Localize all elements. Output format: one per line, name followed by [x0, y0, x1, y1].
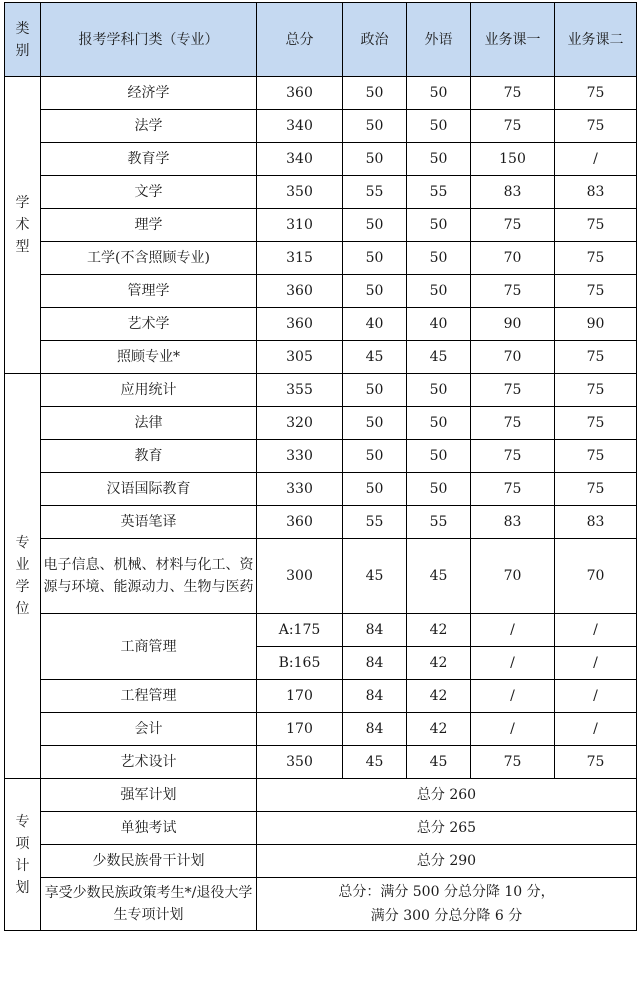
- politics-cell: 45: [343, 341, 407, 374]
- course1-cell: /: [471, 680, 555, 713]
- category-academic: [5, 77, 41, 374]
- category-char: 术: [15, 217, 30, 233]
- category-special: [5, 779, 41, 931]
- politics-cell: 50: [343, 473, 407, 506]
- header-subject: 报考学科门类（专业）: [41, 3, 257, 77]
- foreign-cell: 50: [407, 374, 471, 407]
- table-row: [5, 275, 637, 308]
- note-cell: 总分 265: [257, 812, 637, 845]
- course2-cell: /: [555, 647, 637, 680]
- header-course1: 业务课一: [471, 3, 555, 77]
- foreign-cell: 55: [407, 506, 471, 539]
- header-category-char-1: 类: [15, 20, 30, 37]
- note-line: 满分 300 分总分降 6 分: [370, 908, 523, 924]
- total-cell: B:165: [257, 647, 343, 680]
- subject-cell: 法律: [41, 407, 257, 440]
- course2-cell: 70: [555, 539, 637, 614]
- table-row: [5, 407, 637, 440]
- foreign-cell: 40: [407, 308, 471, 341]
- politics-cell: 50: [343, 209, 407, 242]
- subject-cell: 少数民族骨干计划: [41, 845, 257, 878]
- total-cell: 360: [257, 275, 343, 308]
- politics-cell: 55: [343, 506, 407, 539]
- header-category-char-2: 别: [15, 42, 30, 59]
- table-row: [5, 539, 637, 614]
- course2-cell: /: [555, 680, 637, 713]
- course1-cell: 75: [471, 440, 555, 473]
- total-cell: 340: [257, 143, 343, 176]
- politics-cell: 50: [343, 77, 407, 110]
- politics-cell: 50: [343, 374, 407, 407]
- subject-cell: 管理学: [41, 275, 257, 308]
- foreign-cell: 55: [407, 176, 471, 209]
- header-course2: 业务课二: [555, 3, 637, 77]
- politics-cell: 84: [343, 713, 407, 746]
- note-cell: [257, 878, 637, 931]
- foreign-cell: 50: [407, 242, 471, 275]
- table-row: [5, 110, 637, 143]
- subject-cell: 英语笔译: [41, 506, 257, 539]
- subject-cell: 经济学: [41, 77, 257, 110]
- category-char: 划: [15, 879, 30, 896]
- course2-cell: /: [555, 614, 637, 647]
- course1-cell: /: [471, 614, 555, 647]
- table-row: [5, 779, 637, 812]
- total-cell: 310: [257, 209, 343, 242]
- foreign-cell: 42: [407, 647, 471, 680]
- table-row: [5, 812, 637, 845]
- course2-cell: 75: [555, 209, 637, 242]
- course2-cell: 83: [555, 176, 637, 209]
- course1-cell: 70: [471, 341, 555, 374]
- course2-cell: 75: [555, 746, 637, 779]
- table-row: [5, 680, 637, 713]
- total-cell: 170: [257, 713, 343, 746]
- course2-cell: /: [555, 713, 637, 746]
- politics-cell: 45: [343, 746, 407, 779]
- course1-cell: /: [471, 713, 555, 746]
- table-row: [5, 473, 637, 506]
- total-cell: 350: [257, 746, 343, 779]
- foreign-cell: 45: [407, 341, 471, 374]
- course1-cell: 75: [471, 77, 555, 110]
- subject-cell: 应用统计: [41, 374, 257, 407]
- category-char: 项: [15, 835, 30, 852]
- subject-cell: 理学: [41, 209, 257, 242]
- subject-cell: 艺术设计: [41, 746, 257, 779]
- table-row: [5, 341, 637, 374]
- table-row: [5, 845, 637, 878]
- course1-cell: 70: [471, 242, 555, 275]
- course2-cell: 75: [555, 242, 637, 275]
- total-cell: 315: [257, 242, 343, 275]
- category-char: 学: [15, 579, 30, 595]
- course1-cell: 75: [471, 473, 555, 506]
- total-cell: 330: [257, 440, 343, 473]
- category-char: 型: [15, 239, 30, 255]
- subject-cell: 教育学: [41, 143, 257, 176]
- total-cell: 305: [257, 341, 343, 374]
- course2-cell: 75: [555, 110, 637, 143]
- note-cell: 总分 260: [257, 779, 637, 812]
- foreign-cell: 50: [407, 473, 471, 506]
- table-row: [5, 209, 637, 242]
- politics-cell: 84: [343, 647, 407, 680]
- politics-cell: 50: [343, 110, 407, 143]
- table-row: [5, 143, 637, 176]
- course2-cell: /: [555, 143, 637, 176]
- table-row: [5, 308, 637, 341]
- total-cell: 300: [257, 539, 343, 614]
- category-char: 位: [15, 601, 30, 617]
- subject-cell: 汉语国际教育: [41, 473, 257, 506]
- subject-cell: 艺术学: [41, 308, 257, 341]
- foreign-cell: 42: [407, 680, 471, 713]
- foreign-cell: 50: [407, 440, 471, 473]
- course1-cell: 83: [471, 506, 555, 539]
- foreign-cell: 50: [407, 209, 471, 242]
- table-header-row: [5, 3, 637, 77]
- total-cell: 350: [257, 176, 343, 209]
- subject-cell: 教育: [41, 440, 257, 473]
- table-row: [5, 614, 637, 647]
- foreign-cell: 42: [407, 713, 471, 746]
- politics-cell: 84: [343, 680, 407, 713]
- category-char: 专: [15, 535, 30, 551]
- category-char: 业: [15, 557, 30, 573]
- course2-cell: 83: [555, 506, 637, 539]
- course2-cell: 90: [555, 308, 637, 341]
- course1-cell: 75: [471, 407, 555, 440]
- header-category: [5, 3, 41, 77]
- subject-cell: 单独考试: [41, 812, 257, 845]
- category-char: 学: [15, 195, 30, 211]
- total-cell: 170: [257, 680, 343, 713]
- category-char: 专: [15, 813, 30, 830]
- header-politics: 政治: [343, 3, 407, 77]
- course1-cell: 83: [471, 176, 555, 209]
- subject-cell: 强军计划: [41, 779, 257, 812]
- foreign-cell: 42: [407, 614, 471, 647]
- foreign-cell: 50: [407, 143, 471, 176]
- subject-cell: 工学(不含照顾专业): [41, 242, 257, 275]
- course2-cell: 75: [555, 374, 637, 407]
- course2-cell: 75: [555, 275, 637, 308]
- subject-cell: 享受少数民族政策考生*/退役大学生专项计划: [41, 878, 257, 931]
- foreign-cell: 50: [407, 275, 471, 308]
- total-cell: 360: [257, 77, 343, 110]
- total-cell: 360: [257, 308, 343, 341]
- category-professional: [5, 374, 41, 779]
- table-row: [5, 506, 637, 539]
- subject-cell: 电子信息、机械、材料与化工、资源与环境、能源动力、生物与医药: [41, 539, 257, 614]
- course2-cell: 75: [555, 341, 637, 374]
- subject-cell: 工商管理: [41, 614, 257, 680]
- politics-cell: 50: [343, 242, 407, 275]
- politics-cell: 84: [343, 614, 407, 647]
- politics-cell: 55: [343, 176, 407, 209]
- table-row: [5, 878, 637, 931]
- politics-cell: 50: [343, 440, 407, 473]
- table-row: [5, 176, 637, 209]
- course1-cell: 75: [471, 374, 555, 407]
- subject-cell: 照顾专业*: [41, 341, 257, 374]
- score-table: [4, 2, 637, 931]
- subject-cell: 工程管理: [41, 680, 257, 713]
- politics-cell: 45: [343, 539, 407, 614]
- total-cell: 360: [257, 506, 343, 539]
- politics-cell: 40: [343, 308, 407, 341]
- subject-cell: 会计: [41, 713, 257, 746]
- subject-cell: 文学: [41, 176, 257, 209]
- politics-cell: 50: [343, 275, 407, 308]
- header-foreign: 外语: [407, 3, 471, 77]
- table-row: [5, 746, 637, 779]
- course1-cell: 75: [471, 746, 555, 779]
- table-row: [5, 77, 637, 110]
- total-cell: 320: [257, 407, 343, 440]
- note-cell: 总分 290: [257, 845, 637, 878]
- course2-cell: 75: [555, 77, 637, 110]
- foreign-cell: 50: [407, 77, 471, 110]
- course1-cell: /: [471, 647, 555, 680]
- course1-cell: 150: [471, 143, 555, 176]
- table-row: [5, 242, 637, 275]
- course2-cell: 75: [555, 407, 637, 440]
- foreign-cell: 45: [407, 539, 471, 614]
- total-cell: 330: [257, 473, 343, 506]
- total-cell: 340: [257, 110, 343, 143]
- course2-cell: 75: [555, 473, 637, 506]
- note-line: 总分：满分 500 分总分降 10 分，: [338, 884, 555, 900]
- course1-cell: 75: [471, 209, 555, 242]
- foreign-cell: 45: [407, 746, 471, 779]
- politics-cell: 50: [343, 143, 407, 176]
- course2-cell: 75: [555, 440, 637, 473]
- total-cell: 355: [257, 374, 343, 407]
- course1-cell: 75: [471, 110, 555, 143]
- subject-cell: 法学: [41, 110, 257, 143]
- course1-cell: 90: [471, 308, 555, 341]
- foreign-cell: 50: [407, 110, 471, 143]
- foreign-cell: 50: [407, 407, 471, 440]
- course1-cell: 70: [471, 539, 555, 614]
- table-row: [5, 374, 637, 407]
- table-row: [5, 713, 637, 746]
- course1-cell: 75: [471, 275, 555, 308]
- header-total: 总分: [257, 3, 343, 77]
- politics-cell: 50: [343, 407, 407, 440]
- category-char: 计: [15, 857, 30, 874]
- table-row: [5, 440, 637, 473]
- total-cell: A:175: [257, 614, 343, 647]
